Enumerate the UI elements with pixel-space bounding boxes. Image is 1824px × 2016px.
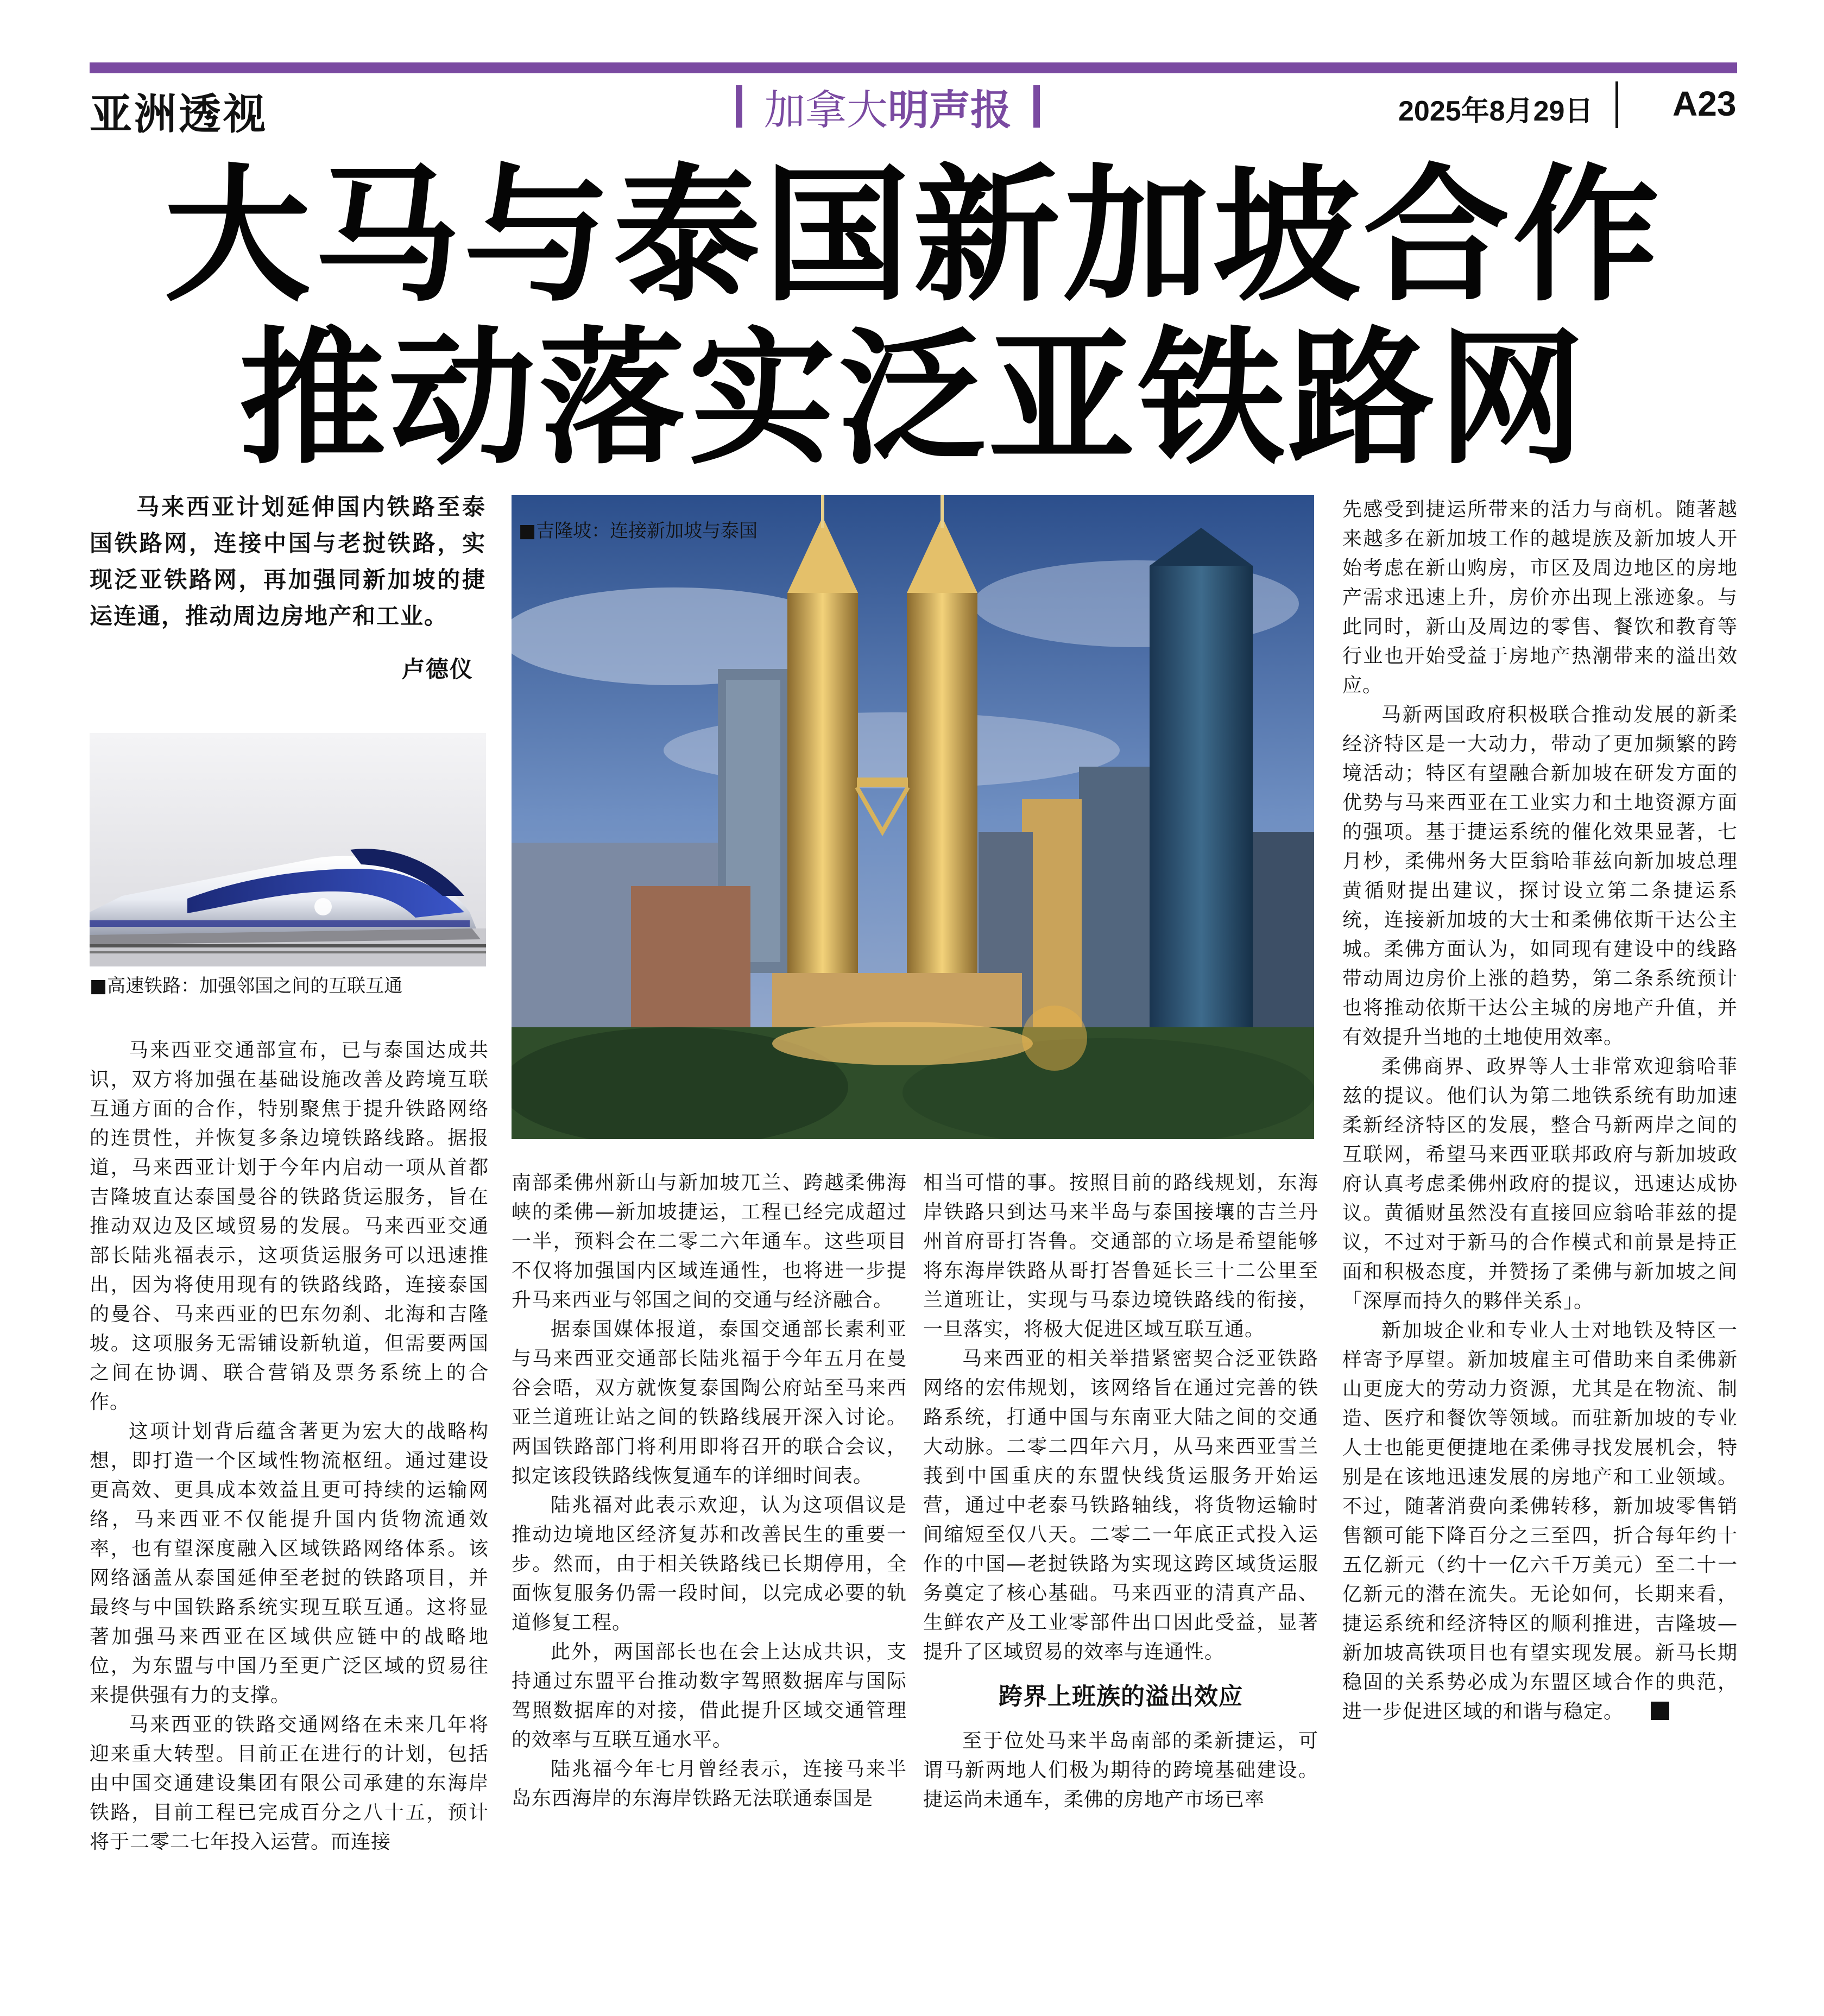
masthead-title bbox=[764, 77, 1012, 136]
col2-paragraph-4: 此外，两国部长也在会上达成共识，支持通过东盟平台推动数字驾照数据库与国际驾照数据库的对接，借此提升区域交通管理的效率与互联互通水平。 bbox=[512, 1641, 907, 1751]
author-byline: 卢德仪 bbox=[402, 656, 474, 682]
col4-paragraph-3: 柔佛商界、政界等人士非常欢迎翁哈菲兹的提议。他们认为第二地铁系统有助加速柔新经济特区的发展，整合马新两岸之间的互联网，希望马来西亚联邦政府与新加坡政府认真考虑柔佛州政府的提议，迅速达成协议。黄循财虽然没有直接回应翁哈菲兹的提议，不过对于新马的合作模式和前景是持正面和积极态度，并赞扬了柔佛与新加坡之间「深厚而持久的夥伴关系」。 bbox=[1342, 1056, 1738, 1312]
issue-date: 2025年8月29日 bbox=[1398, 96, 1593, 127]
col4-paragraph-4 bbox=[1342, 1316, 1738, 1727]
top-accent-bar bbox=[90, 62, 1737, 73]
article-column-4 bbox=[1342, 495, 1738, 1727]
article-column-1 bbox=[90, 1036, 489, 1857]
masthead bbox=[736, 79, 1040, 134]
col3-paragraph-3: 至于位处马来半岛南部的柔新捷运，可谓马新两地人们极为期待的跨境基础建设。捷运尚未通车，柔佛的房地产市场已率 bbox=[923, 1730, 1318, 1811]
col2-paragraph-2: 据泰国媒体报道，泰国交通部长素利亚与马来西亚交通部长陆兆福于今年五月在曼谷会晤，双方就恢复泰国陶公府站至马来西亚兰道班让站之间的铁路线展开深入讨论。两国铁路部门将利用即将召开的联合会议，拟定该段铁路线恢复通车的详细时间表。 bbox=[512, 1318, 907, 1487]
kuala-lumpur-photo bbox=[512, 495, 1314, 1139]
kl-photo-caption: ■吉隆坡：连接新加坡与泰国 bbox=[519, 520, 758, 542]
train-photo-caption: ■高速铁路：加强邻国之间的互联互通 bbox=[90, 975, 403, 997]
col2-paragraph-3: 陆兆福对此表示欢迎，认为这项倡议是推动边境地区经济复苏和改善民生的重要一步。然而，由于相关铁路线已长期停用，全面恢复服务仍需一段时间，以完成必要的轨道修复工程。 bbox=[512, 1494, 907, 1634]
headline-line-2: 推动落实泛亚铁路网 bbox=[239, 313, 1588, 484]
col4-paragraph-1: 先感受到捷运所带来的活力与商机。随著越来越多在新加坡工作的越堤族及新加坡人开始考虑在新山购房，市区及周边地区的房地产需求迅速上升，房价亦出现上涨迹象。与此同时，新山及周边的零售、餐饮和教育等行业也开始受益于房地产热潮带来的溢出效应。 bbox=[1342, 498, 1738, 697]
col1-paragraph-2: 这项计划背后蕴含著更为宏大的战略构想，即打造一个区域性物流枢纽。通过建设更高效、更具成本效益且更可持续的运输网络，马来西亚不仅能提升国内货物流通效率，也有望深度融入区域铁路网络体系。该网络涵盖从泰国延伸至老挝的铁路项目，并最终与中国铁路系统实现互联互通。这将显著加强马来西亚在区域供应链中的战略地位，为东盟与中国乃至更广泛区域的贸易往来提供强有力的支撑。 bbox=[90, 1420, 489, 1707]
lead-text: 马来西亚计划延伸国内铁路至泰国铁路网，连接中国与老挝铁路，实现泛亚铁路网，再加强同新加坡的捷运连通，推动周边房地产和工业。 bbox=[90, 494, 486, 629]
masthead-left-bar bbox=[736, 85, 742, 128]
col4-paragraph-4-text: 新加坡企业和专业人士对地铁及特区一样寄予厚望。新加坡雇主可借助来自柔佛新山更庞大的劳动力资源，尤其是在物流、制造、医疗和餐饮等领域。而驻新加坡的专业人士也能更便捷地在柔佛寻找发展机会，特别是在该地迅速发展的房地产和工业领域。不过，随著消费向柔佛转移，新加坡零售销售额可能下降百分之三至四，折合每年约十五亿新元（约十一亿六千万美元）至二十一亿新元的潜在流失。无论如何，长期来看，捷运系统和经济特区的顺利推进，吉隆坡—新加坡高铁项目也有望实现发展。新马长期稳固的关系势必成为东盟区域合作的典范，进一步促进区域的和谐与稳定。 bbox=[1342, 1319, 1738, 1723]
col4-paragraph-2: 马新两国政府积极联合推动发展的新柔经济特区是一大动力，带动了更加频繁的跨境活动；特区有望融合新加坡在研发方面的优势与马来西亚在工业实力和土地资源方面的强项。基于捷运系统的催化效果显著，七月杪，柔佛州务大臣翁哈菲兹向新加坡总理黄循财提出建议，探讨设立第二条捷运系统，连接新加坡的大士和柔佛依斯干达公主城。柔佛方面认为，如同现有建设中的线路带动周边房价上涨的趋势，第二条系统预计也将推动依斯干达公主城的房地产升值，并有效提升当地的土地使用效率。 bbox=[1342, 704, 1738, 1048]
masthead-right-bar bbox=[1033, 85, 1040, 128]
col3-paragraph-1: 相当可惜的事。按照目前的路线规划，东海岸铁路只到达马来半岛与泰国接壤的吉兰丹州首府哥打峇鲁。交通部的立场是希望能够将东海岸铁路从哥打峇鲁延长三十二公里至兰道班让，实现与马泰边境铁路线的衔接，一旦落实，将极大促进区域互联互通。 bbox=[923, 1172, 1318, 1341]
col3-paragraph-2: 马来西亚的相关举措紧密契合泛亚铁路网络的宏伟规划，该网络旨在通过完善的铁路系统，打通中国与东南亚大陆之间的交通大动脉。二零二四年六月，从马来西亚雪兰莪到中国重庆的东盟快线货运服务开始运营，通过中老泰马铁路轴线，将货物运输时间缩短至仅八天。二零二一年底正式投入运作的中国—老挝铁路为实现这跨区域货运服务奠定了核心基础。马来西亚的清真产品、生鲜农产及工业零部件出口因此受益，显著提升了区域贸易的效率与连通性。 bbox=[923, 1348, 1318, 1663]
lead-paragraph bbox=[90, 489, 486, 634]
end-of-article-mark bbox=[1651, 1702, 1669, 1720]
masthead-regular: 加拿大 bbox=[764, 85, 888, 134]
article-column-2 bbox=[512, 1168, 907, 1813]
article-column-3 bbox=[923, 1168, 1318, 1815]
col1-paragraph-3: 马来西亚的铁路交通网络在未来几年将迎来重大转型。目前正在进行的计划，包括由中国交通建设集团有限公司承建的东海岸铁路，目前工程已完成百分之八十五，预计将于二零二七年投入运营。而连接 bbox=[90, 1714, 489, 1853]
train-photo bbox=[90, 733, 486, 966]
headline-line-1: 大马与泰国新加坡合作 bbox=[164, 150, 1663, 321]
page-separator bbox=[1615, 81, 1618, 128]
col2-paragraph-5: 陆兆福今年七月曾经表示，连接马来半岛东西海岸的东海岸铁路无法联通泰国是 bbox=[512, 1758, 907, 1810]
subheading: 跨界上班族的溢出效应 bbox=[999, 1683, 1243, 1710]
page-header bbox=[90, 76, 1737, 139]
col1-paragraph-1: 马来西亚交通部宣布，已与泰国达成共识，双方将加强在基础设施改善及跨境互联互通方面的合作，特别聚焦于提升铁路网络的连贯性，并恢复多条边境铁路线路。据报道，马来西亚计划于今年内启动一项从首都吉隆坡直达泰国曼谷的铁路货运服务，旨在推动双边及区域贸易的发展。马来西亚交通部长陆兆福表示，这项货运服务可以迅速推出，因为将使用现有的铁路线路，连接泰国的曼谷、马来西亚的巴东勿刹、北海和吉隆坡。这项服务无需铺设新轨道，但需要两国之间在协调、联合营销及票务系统上的合作。 bbox=[90, 1039, 489, 1413]
page-number: A23 bbox=[1672, 84, 1737, 123]
col2-paragraph-1: 南部柔佛州新山与新加坡兀兰、跨越柔佛海峡的柔佛—新加坡捷运，工程已经完成超过一半，预料会在二零二六年通车。这些项目不仅将加强国内区域连通性，也将进一步提升马来西亚与邻国之间的交通与经济融合。 bbox=[512, 1172, 907, 1311]
masthead-bold: 明声报 bbox=[888, 85, 1012, 134]
section-name: 亚洲透视 bbox=[90, 90, 268, 139]
